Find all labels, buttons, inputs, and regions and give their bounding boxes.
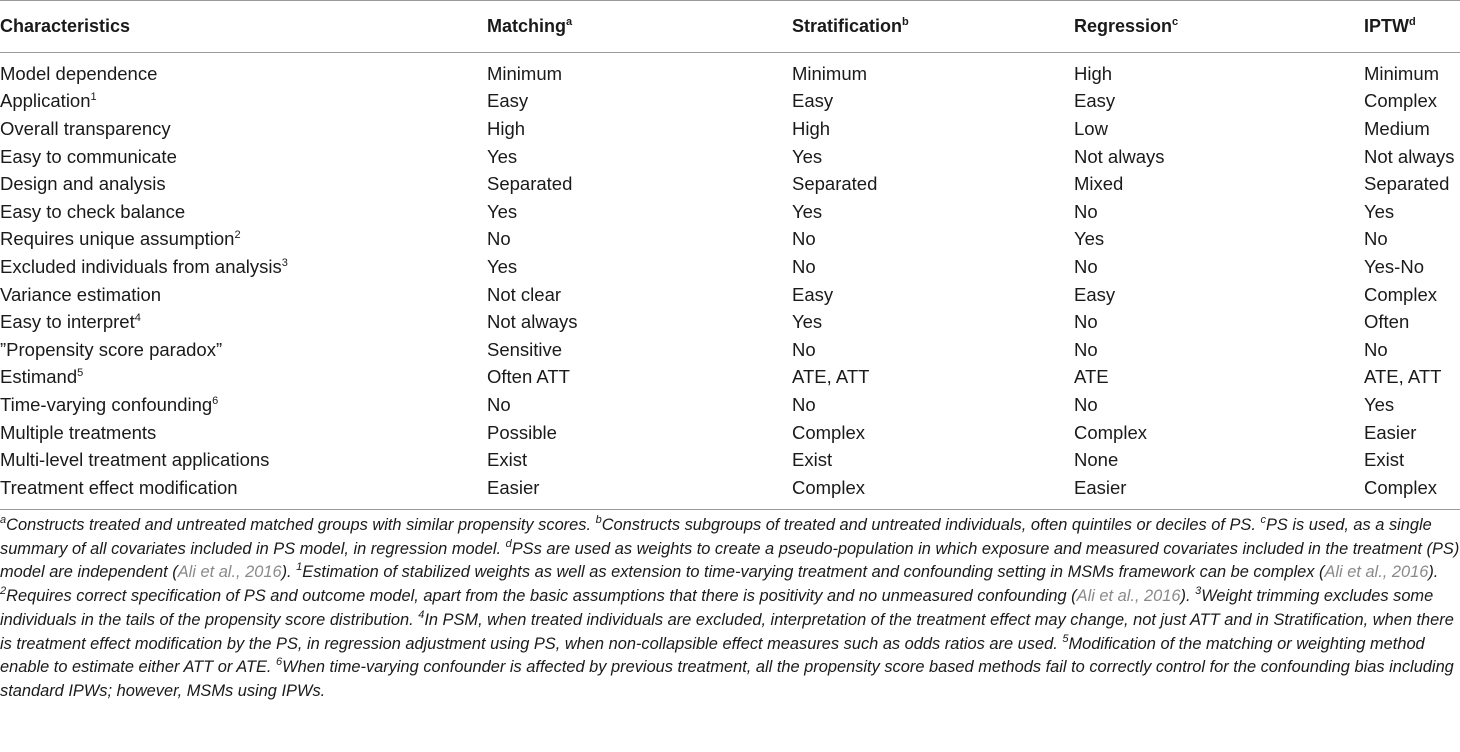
table-cell: No [1074, 393, 1098, 415]
row-label: Treatment effect modification [0, 476, 238, 498]
footnote-marker: 5 [77, 367, 84, 380]
table-cell: Yes [487, 200, 518, 222]
table-row [0, 364, 1460, 392]
footnote-marker: 1 [90, 91, 97, 104]
table-cell: Not clear [487, 283, 562, 305]
table-cell: No [1074, 311, 1098, 333]
table-cell: Complex [792, 421, 865, 443]
table-cell: Yes [1074, 228, 1105, 250]
footnote-marker: b [902, 15, 909, 28]
table-cell: Easy [792, 90, 834, 112]
table-cell: No [792, 255, 816, 277]
footnote-text: PS is used, as a single summary of all covariates included in PS model, in regression model. [0, 516, 1432, 558]
row-label-cell [0, 446, 487, 474]
footnote-text: Estimation of stabilized weights as well as extension to time-varying treatment and confounding setting in MSMs framework can be complex ( [302, 563, 1325, 582]
table-cell: Not always [1364, 145, 1455, 167]
table-row [0, 474, 1460, 502]
table-cell: Often [1364, 311, 1410, 333]
table-cell: Yes [1364, 200, 1395, 222]
footnote-marker: d [1409, 15, 1416, 28]
column-header [792, 0, 1074, 52]
footnote-text: PSs are used as weights to create a pseudo-population in which exposure and measured covariates included in the treatment (PS) model are independent ( [0, 539, 1460, 582]
footnote-text-end: ). [281, 563, 292, 582]
table-row [0, 446, 1460, 474]
row-label: Requires unique assumption [0, 228, 235, 250]
table-header [0, 0, 1460, 52]
table-cell: Easier [487, 476, 540, 498]
table-cell: High [1074, 62, 1113, 84]
row-label-cell [0, 52, 487, 88]
footnote-text: In PSM, when treated individuals are excluded, interpretation of the treatment effect may change, not just ATT and in Stratification, when there is treatment effect modification by the PS, in regression adjustment using PS, when non-collapsible effect measures such as odds ratios are used. [0, 610, 1454, 653]
table-cell: No [487, 228, 511, 250]
table-cell: High [487, 117, 526, 139]
table-cell: Minimum [487, 62, 563, 84]
table-cell: Minimum [792, 62, 868, 84]
table-cell: No [792, 228, 816, 250]
table-cell: Separated [792, 173, 878, 195]
column-header-label: Matching [487, 15, 566, 36]
table-cell: Not always [1074, 145, 1165, 167]
table-cell: Complex [1074, 421, 1147, 443]
table-cell: Exist [1364, 449, 1405, 471]
table-row [0, 336, 1460, 364]
table-cell: Easy [1074, 90, 1116, 112]
footnote-mark: 2 [0, 585, 7, 598]
row-label-cell [0, 253, 487, 281]
row-label: ”Propensity score paradox” [0, 338, 223, 360]
column-header-label: IPTW [1364, 15, 1409, 36]
footnote [596, 516, 1256, 534]
table-row [0, 88, 1460, 116]
row-label-cell [0, 170, 487, 198]
column-header-label: Characteristics [0, 15, 131, 36]
column-header-label: Stratification [792, 15, 903, 36]
table-row [0, 170, 1460, 198]
table-cell: Medium [1364, 117, 1430, 139]
table-cell: High [792, 117, 831, 139]
row-label: Multiple treatments [0, 421, 157, 443]
column-header [0, 0, 487, 52]
footnote-text: Constructs treated and untreated matched groups with similar propensity scores. [6, 516, 592, 534]
table-cell: Complex [1364, 283, 1437, 305]
table-cell: No [487, 393, 511, 415]
row-label-cell [0, 88, 487, 116]
row-label: Excluded individuals from analysis [0, 255, 282, 277]
row-label-cell [0, 226, 487, 254]
table-row [0, 253, 1460, 281]
footnote-text-end: ). [1180, 587, 1191, 606]
table-row [0, 419, 1460, 447]
table-cell: No [1364, 228, 1388, 250]
row-label: Easy to check balance [0, 200, 186, 222]
table-row [0, 198, 1460, 226]
footnote-marker: 2 [234, 229, 241, 242]
row-label: Application [0, 90, 91, 112]
table-cell: Yes [1364, 393, 1395, 415]
footnote-mark: 6 [276, 656, 283, 669]
table-cell: No [1074, 255, 1098, 277]
table-row [0, 115, 1460, 143]
row-label-cell [0, 308, 487, 336]
table-cell: Separated [1364, 173, 1450, 195]
table-cell: Complex [1364, 476, 1437, 498]
table-cell: None [1074, 449, 1119, 471]
table-cell: No [1364, 338, 1388, 360]
citation-link[interactable]: Ali et al., 2016 [1324, 563, 1429, 582]
row-label-cell [0, 474, 487, 502]
table-row [0, 281, 1460, 309]
footnote-mark: 1 [296, 561, 303, 574]
table-cell: No [1074, 200, 1098, 222]
row-label-cell [0, 419, 487, 447]
table-cell: Yes [792, 200, 823, 222]
column-header-label: Regression [1074, 15, 1173, 36]
table-cell: Complex [792, 476, 865, 498]
footnote-text: When time-varying confounder is affected by previous treatment, all the propensity score based methods fail to correctly control for the confounding bias including standard IPWs; however, MSMs using IPWs. [0, 658, 1454, 700]
row-label: Variance estimation [0, 283, 162, 305]
row-label-cell [0, 336, 487, 364]
table-body [0, 52, 1460, 502]
table-cell: No [1074, 338, 1098, 360]
footnote-marker: c [1172, 15, 1179, 28]
footnote-mark: 3 [1195, 585, 1202, 598]
column-header [1364, 0, 1460, 52]
row-label-cell [0, 115, 487, 143]
table-cell: ATE [1074, 366, 1109, 388]
table-cell: Yes [487, 145, 518, 167]
row-label: Model dependence [0, 62, 158, 84]
table-cell: ATE, ATT [792, 366, 870, 388]
row-label: Easy to communicate [0, 145, 177, 167]
footnote-mark: d [505, 537, 512, 550]
row-label: Time-varying confounding [0, 393, 213, 415]
footnote-mark: c [1260, 514, 1266, 526]
table-cell: Complex [1364, 90, 1437, 112]
footnote-mark: 5 [1062, 632, 1069, 645]
bottom-rule [0, 509, 1460, 510]
table-cell: Easy [487, 90, 529, 112]
footnote-text: Requires correct specification of PS and outcome model, apart from the basic assumptions that there is positivity and no unmeasured confounding ( [6, 587, 1077, 606]
row-label-cell [0, 198, 487, 226]
citation-link[interactable]: Ali et al., 2016 [1076, 587, 1181, 606]
table-row [0, 143, 1460, 171]
table-cell: Sensitive [487, 338, 563, 360]
table-cell: Separated [487, 173, 573, 195]
column-header [487, 0, 792, 52]
footnote-marker: 4 [134, 312, 141, 325]
row-label: Design and analysis [0, 173, 166, 195]
table-row [0, 308, 1460, 336]
row-label: Overall transparency [0, 117, 171, 139]
table-cell: Often ATT [487, 366, 570, 388]
row-label-cell [0, 391, 487, 419]
row-label: Easy to interpret [0, 311, 135, 333]
footnote-mark: 4 [418, 608, 425, 621]
footnote-marker: 3 [281, 256, 288, 269]
citation-link[interactable]: Ali et al., 2016 [177, 563, 282, 582]
footnote [0, 587, 1191, 605]
table-cell: No [792, 393, 816, 415]
row-label-cell [0, 364, 487, 392]
table-cell: Low [1074, 117, 1108, 139]
table-row [0, 226, 1460, 254]
footnote-text: Constructs subgroups of treated and untreated individuals, often quintiles or deciles of PS. [601, 516, 1256, 534]
table-cell: No [792, 338, 816, 360]
column-header [1074, 0, 1364, 52]
footnote-mark: b [595, 514, 602, 526]
footnote-text: Weight trimming excludes some individuals in the tails of the propensity score distribution. [0, 587, 1434, 629]
table-cell: Mixed [1074, 173, 1124, 195]
footnotes [0, 514, 1460, 704]
footnote-marker: a [566, 15, 573, 28]
row-label-cell [0, 143, 487, 171]
footnote-text-end: ). [1428, 563, 1439, 582]
table-cell: Possible [487, 421, 557, 443]
footnote [296, 563, 1438, 581]
table-row [0, 391, 1460, 419]
table-cell: Exist [487, 449, 528, 471]
table-cell: Yes [792, 145, 823, 167]
footnote-mark: a [0, 514, 7, 526]
table-cell: Easy [792, 283, 834, 305]
table-cell: Easy [1074, 283, 1116, 305]
table-cell: Easier [1364, 421, 1417, 443]
row-label-cell [0, 281, 487, 309]
row-label: Multi-level treatment applications [0, 449, 270, 471]
footnote-text: Modification of the matching or weighting method enable to estimate either ATT or ATE. [0, 634, 1425, 677]
header-row [0, 0, 1460, 52]
table-cell: Not always [487, 311, 578, 333]
table-cell: Easier [1074, 476, 1127, 498]
row-label: Estimand [0, 366, 78, 388]
table-cell: Minimum [1364, 62, 1440, 84]
table-cell: Yes [792, 311, 823, 333]
footnote [0, 516, 591, 534]
table-cell: ATE, ATT [1364, 366, 1442, 388]
table-cell: Yes-No [1364, 255, 1424, 277]
table-cell: Exist [792, 449, 833, 471]
table-cell: Yes [487, 255, 518, 277]
footnote-marker: 6 [212, 394, 219, 407]
table-row [0, 52, 1460, 88]
